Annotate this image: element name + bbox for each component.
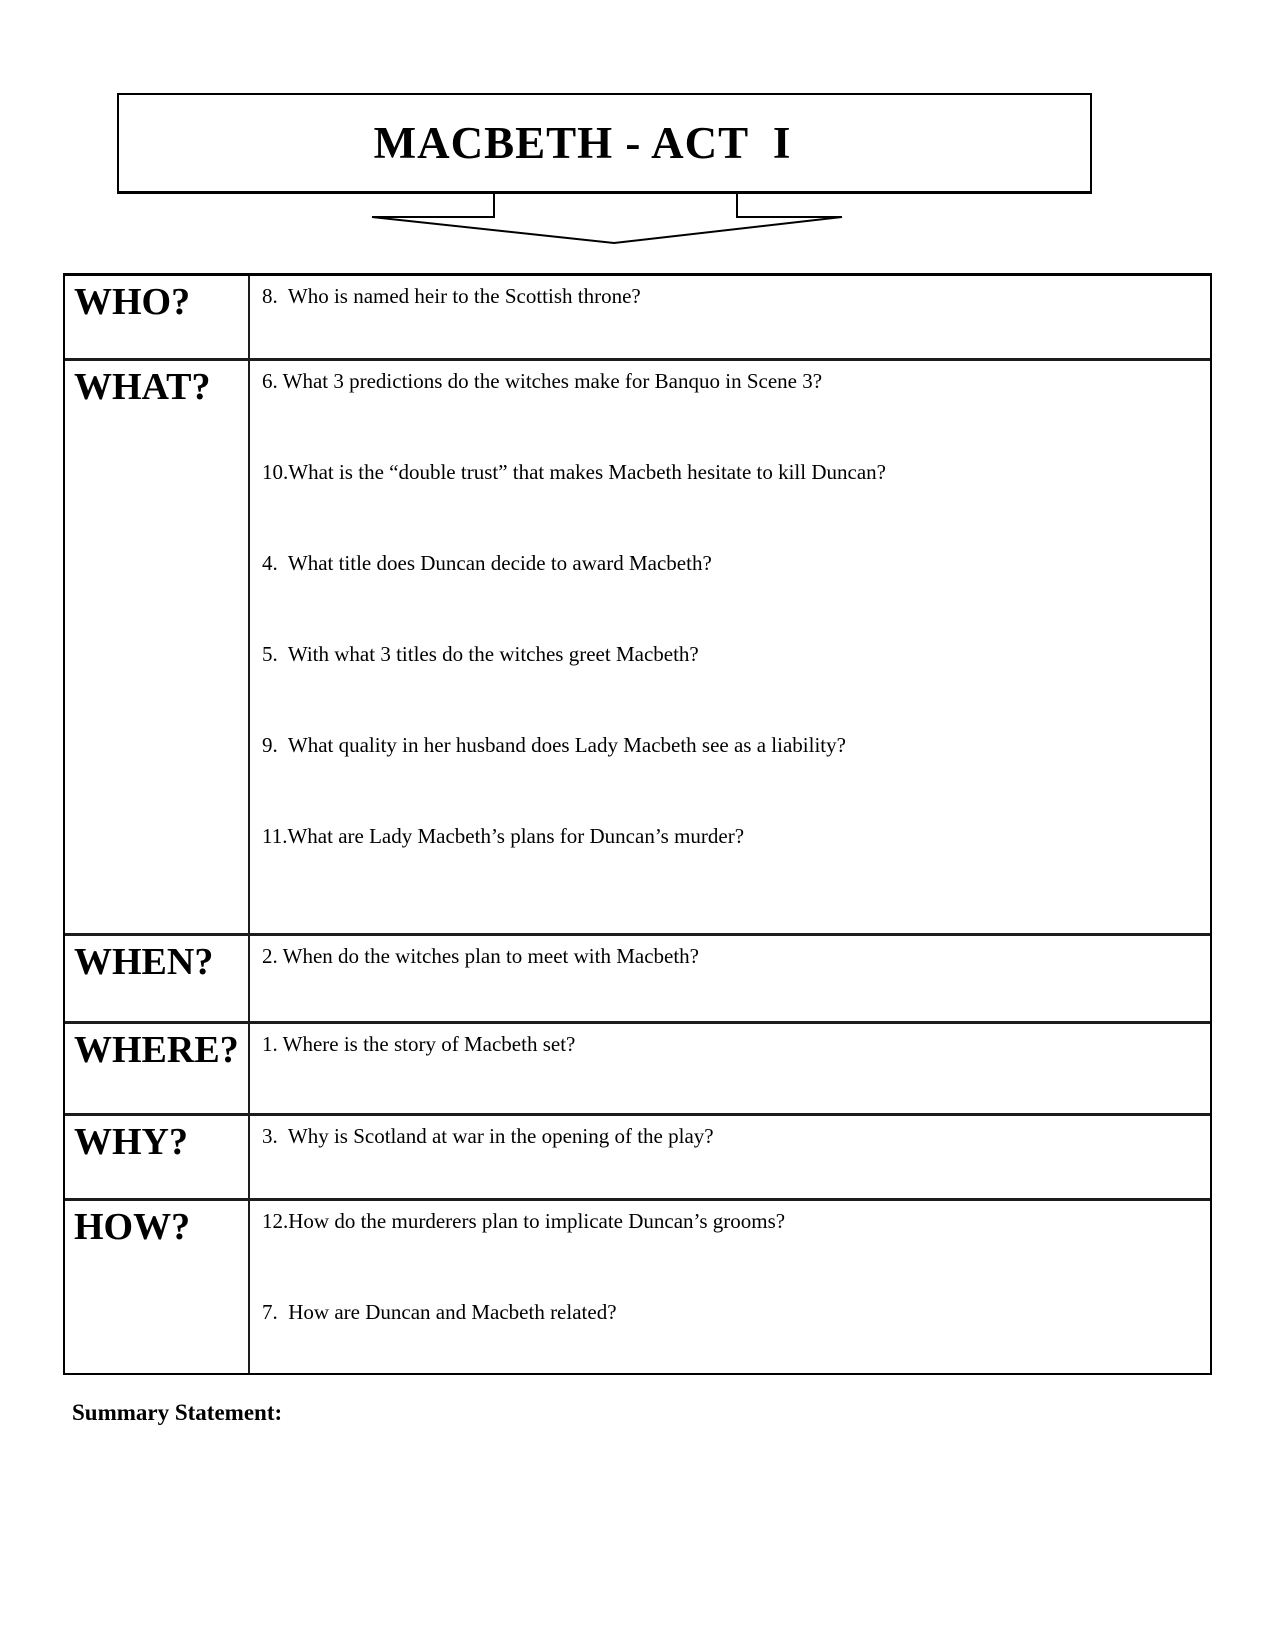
row-label: WHAT? (65, 361, 250, 933)
question-text: 12.How do the murderers plan to implicate Duncan’s grooms? (262, 1209, 786, 1233)
question-text: 7. How are Duncan and Macbeth related? (262, 1300, 617, 1324)
row-label: WHEN? (65, 936, 250, 1021)
table-row (65, 361, 1210, 936)
question-cell (250, 1116, 1210, 1198)
question-text: 5. With what 3 titles do the witches greet Macbeth? (262, 642, 699, 666)
question-cell (250, 1024, 1210, 1113)
row-label: WHERE? (65, 1024, 250, 1113)
question-text: 1. Where is the story of Macbeth set? (262, 1032, 576, 1056)
row-label: WHO? (65, 276, 250, 358)
table-row (65, 1024, 1210, 1116)
question-cell (250, 936, 1210, 1021)
page-title: MACBETH - ACT I (373, 118, 792, 168)
question-cell (250, 361, 1210, 933)
table-row (65, 276, 1210, 361)
table-row (65, 1116, 1210, 1201)
title-box (117, 93, 1092, 194)
question-text: 8. Who is named heir to the Scottish throne? (262, 284, 641, 308)
question-text: 3. Why is Scotland at war in the opening of the play? (262, 1124, 714, 1148)
question-text: 10.What is the “double trust” that makes Macbeth hesitate to kill Duncan? (262, 460, 886, 484)
row-label: HOW? (65, 1201, 250, 1373)
table-row (65, 1201, 1210, 1373)
question-text: 4. What title does Duncan decide to award Macbeth? (262, 551, 712, 575)
question-text: 11.What are Lady Macbeth’s plans for Duncan’s murder? (262, 824, 745, 848)
table-row (65, 936, 1210, 1024)
question-cell (250, 1201, 1210, 1373)
question-text: 2. When do the witches plan to meet with Macbeth? (262, 944, 699, 968)
question-text: 6. What 3 predictions do the witches make for Banquo in Scene 3? (262, 369, 823, 393)
question-cell (250, 276, 1210, 358)
row-label: WHY? (65, 1116, 250, 1198)
question-text: 9. What quality in her husband does Lady Macbeth see as a liability? (262, 733, 846, 757)
question-table (63, 273, 1212, 1375)
down-arrow-icon (117, 193, 1092, 248)
summary-statement-label: Summary Statement: (72, 1400, 283, 1425)
